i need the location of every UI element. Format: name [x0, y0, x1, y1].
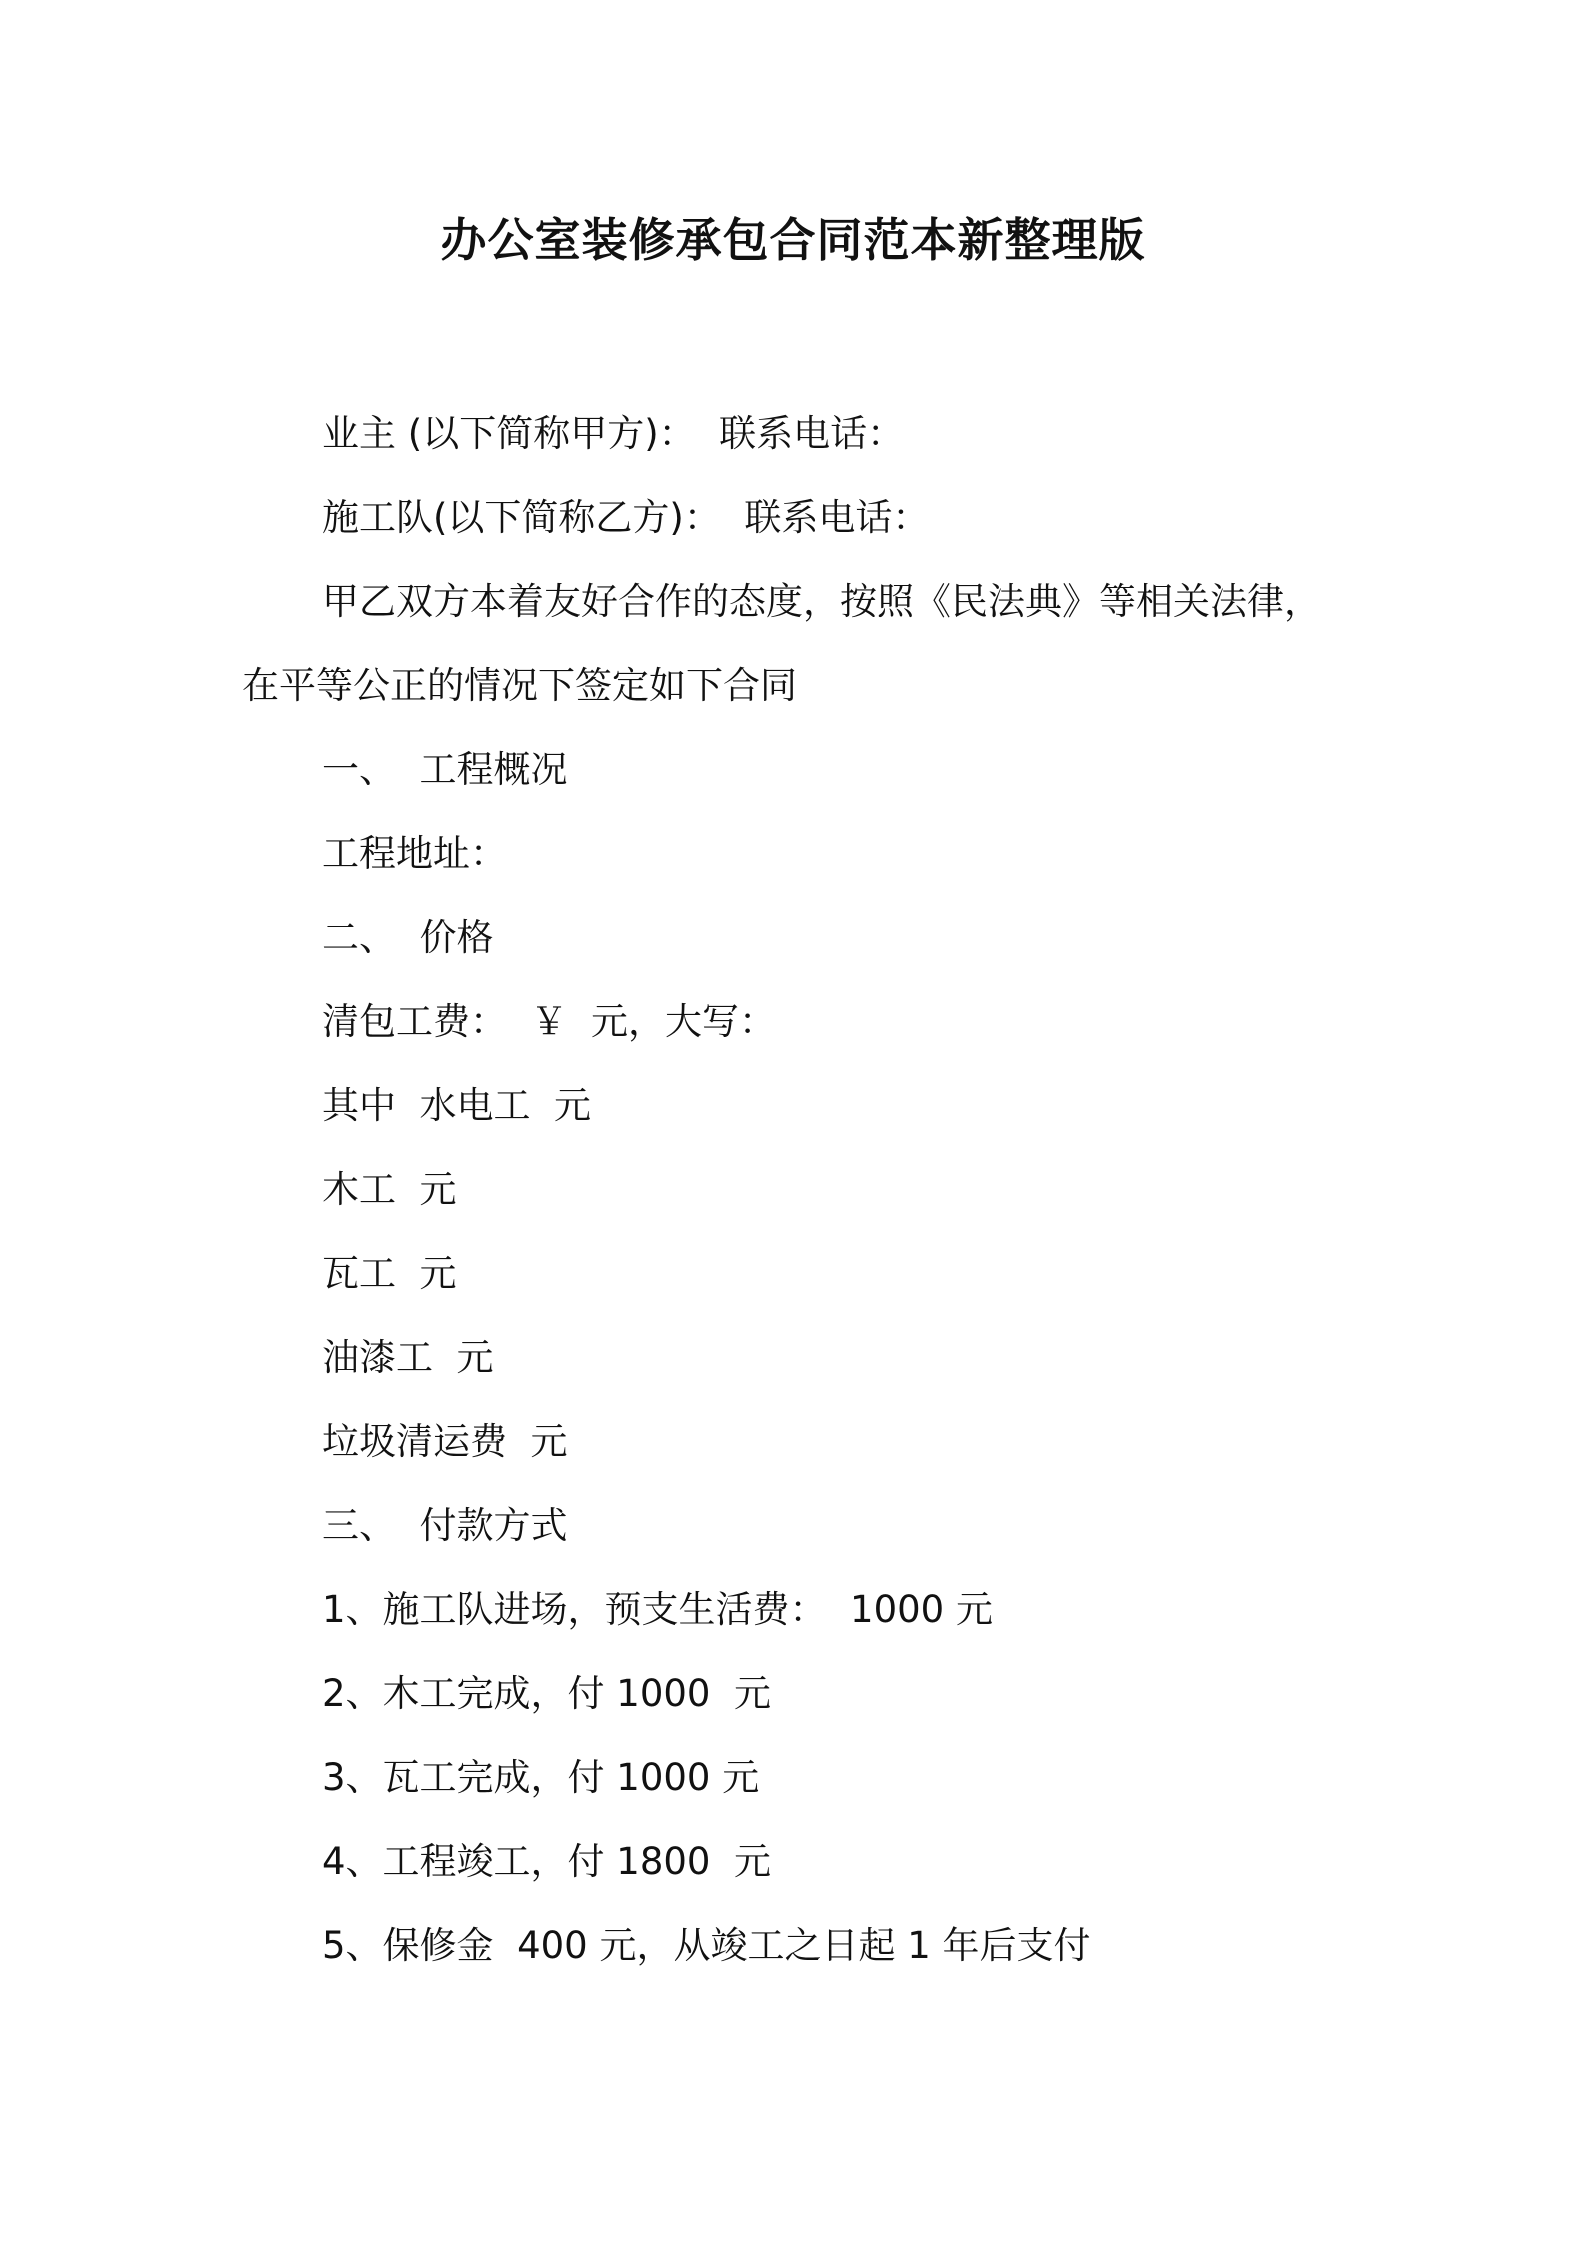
- party-b-line: 施工队(以下简称乙方)： 联系电话：: [322, 496, 930, 539]
- painting-line: 油漆工 元: [322, 1336, 494, 1379]
- section-heading-2: 二、 价格: [322, 916, 494, 959]
- preamble-line-2: 在平等公正的情况下签定如下合同: [242, 664, 797, 707]
- plumbing-electrical-line: 其中 水电工 元: [322, 1084, 592, 1127]
- payment-item-1: 1、施工队进场，预支生活费： 1000 元: [322, 1588, 993, 1631]
- payment-item-5: 5、保修金 400 元，从竣工之日起 1 年后支付: [322, 1924, 1091, 1967]
- waste-removal-line: 垃圾清运费 元: [322, 1420, 568, 1463]
- preamble-line-1: 甲乙双方本着友好合作的态度，按照《民法典》等相关法律，: [322, 580, 1321, 623]
- section-heading-3: 三、 付款方式: [322, 1504, 568, 1547]
- payment-item-4: 4、工程竣工，付 1800 元: [322, 1840, 771, 1883]
- party-a-line: 业主 (以下简称甲方)： 联系电话：: [322, 412, 905, 455]
- document-title: 办公室装修承包合同范本新整理版: [440, 213, 1146, 267]
- tiling-line: 瓦工 元: [322, 1252, 457, 1295]
- project-address-line: 工程地址：: [322, 832, 507, 875]
- payment-item-3: 3、瓦工完成，付 1000 元: [322, 1756, 760, 1799]
- payment-item-2: 2、木工完成，付 1000 元: [322, 1672, 771, 1715]
- carpentry-line: 木工 元: [322, 1168, 457, 1211]
- section-heading-1: 一、 工程概况: [322, 748, 568, 791]
- labor-fee-line: 清包工费： ￥ 元，大写：: [322, 1000, 777, 1043]
